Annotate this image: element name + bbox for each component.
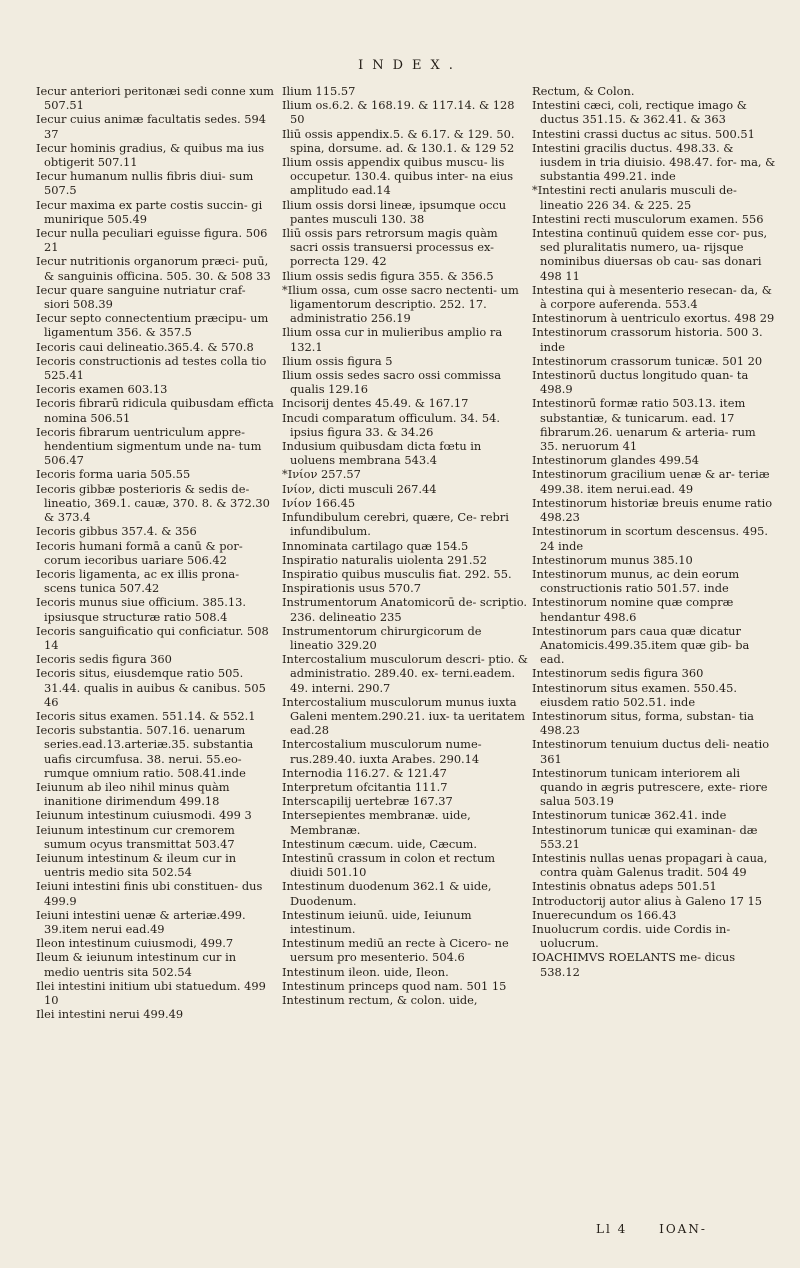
index-entry: Iecoris forma uaria 505.55 [36, 467, 191, 482]
index-entry: Iecur maxima ex parte costis succin- gi munirique 505.49 [36, 197, 263, 226]
index-entry: Intestinorum munus, ac dein eorum constructionis ratio 501.57. inde [532, 566, 740, 596]
index-entry: Ieiunum ab ileo nihil minus quàm inanitione dirimendum 499.18 [36, 779, 230, 809]
index-entry: Ilium ossis dorsi lineæ, ipsumque occu pantes musculi 130. 38 [282, 197, 507, 226]
index-entry: Intestina qui à mesenterio resecan- da, & à corpore auferenda. 553.4 [532, 282, 772, 312]
index-entry: Ileon intestinum cuiusmodi, 499.7 [36, 936, 234, 951]
index-entry: Iecur nulla peculiari eguisse figura. 506 21 [36, 226, 268, 255]
index-entry: Intestinorum nomine quæ compræ hendantur 498.6 [532, 595, 734, 624]
index-entry: Iecur cuius animæ facultatis sedes. 594 37 [36, 112, 266, 141]
index-entry: Intestinum mediū an recte à Cicero- ne uersum pro mesenterio. 504.6 [282, 936, 509, 965]
index-entry: Intestini gracilis ductus. 498.33. & iusdem in tria diuisio. 498.47. for- ma, & substantia 499.21. inde [532, 140, 776, 184]
index-entry: Intercostalium musculorum munus iuxta Galeni mentem.290.21. iux- ta ueritatem ead.28 [282, 694, 525, 738]
index-entry: Intestinorum gracilium uenæ & ar- teriæ 499.38. item nerui.ead. 49 [532, 467, 770, 496]
index-entry: Rectum, & Colon. [532, 84, 635, 98]
index-entry: Iecur anteriori peritonæi sedi conne xum 507.51 [36, 84, 274, 113]
index-entry: Iecoris situs, eiusdemque ratio 505. 31.44. qualis in auibus & canibus. 505 46 [36, 666, 266, 709]
index-entry: Ieiunum intestinum cuiusmodi. 499 3 [36, 808, 252, 823]
index-entry: Ieiuni intestini uenæ & arteriæ.499. 39.item nerui ead.49 [36, 907, 246, 936]
index-entry: Instrumentorum Anatomicorū de- scriptio. 236. delineatio 235 [282, 595, 528, 624]
index-entry: Ilium ossis sedes sacro ossi commissa qualis 129.16 [282, 368, 502, 397]
index-entry: Intestinorum munus 385.10 [532, 552, 693, 567]
index-entry: Iecoris situs examen. 551.14. & 552.1 [36, 708, 256, 723]
index-entry: Instrumentorum chirurgicorum de lineatio 329.20 [282, 623, 482, 652]
index-entry: Intestinum ileon. uide, Ileon. [282, 964, 449, 979]
index-entry: Intercostalium musculorum nume- rus.289.40. iuxta Arabes. 290.14 [282, 737, 482, 766]
index-entry: Intestina continuū quidem esse cor- pus, sed pluralitatis numero, ua- rijsque nominibus diuersas ob cau- sas donari 498 11 [532, 226, 768, 283]
index-entry: Intestinorum situs, forma, substan- tia 498.23 [532, 708, 754, 738]
index-entry: Ilium ossis sedis figura 355. & 356.5 [282, 268, 494, 283]
signature-mark: Ll 4 [596, 1222, 628, 1236]
index-entry: Intestini cæci, coli, rectique imago & ductus 351.15. & 362.41. & 363 [532, 98, 747, 127]
index-column-1 [36, 84, 274, 1021]
index-entry: Intestini crassi ductus ac situs. 500.51 [532, 126, 755, 141]
index-entry: Inspiratio quibus musculis fiat. 292. 55. [282, 566, 512, 581]
index-entry: Inspirationis usus 570.7 [282, 581, 421, 596]
index-entry: Intestinorum pars caua quæ dicatur Anatomicis.499.35.item quæ gib- ba ead. [532, 623, 750, 667]
index-entry: Iecur septo connectentium præcipu- um ligamentum 356. & 357.5 [36, 311, 269, 340]
index-entry: Iecoris ligamenta, ac ex illis prona- scens tunica 507.42 [36, 566, 240, 596]
index-entry: Intestinum duodenum 362.1 & uide, Duodenum. [282, 879, 492, 908]
index-entry: Intestinorum tunicæ 362.41. inde [532, 808, 727, 823]
index-entry: Ilium os.6.2. & 168.19. & 117.14. & 128 50 [282, 98, 515, 127]
index-entry: Ilium ossa cur in mulieribus amplio ra 132.1 [282, 325, 503, 354]
index-entry: Iecoris humani formā a canū & por- corum iecoribus uariare 506.42 [36, 538, 243, 567]
index-entry: Incisorij dentes 45.49. & 167.17 [282, 396, 469, 411]
index-entry: Indusium quibusdam dicta fœtu in uoluens membrana 543.4 [282, 439, 482, 468]
index-entry: Intersepientes membranæ. uide, Membranæ. [282, 808, 471, 837]
index-entry: Iecur nutritionis organorum præci- puū, & sanguinis officina. 505. 30. & 508 33 [36, 254, 271, 283]
index-entry: Interscapilij uertebræ 167.37 [282, 794, 453, 809]
index-entry: Intestinorum sedis figura 360 [532, 666, 704, 681]
index-column-2 [282, 84, 528, 1007]
index-entry: Intestinorū formæ ratio 503.13. item substantiæ, & tunicarum. ead. 17 fibrarum.26. uenarum & arteria- rum 35. neruorum 41 [532, 396, 756, 454]
index-column-3 [532, 84, 776, 979]
index-entry: Ieiunum intestinum & ileum cur in uentris medio sita 502.54 [36, 850, 237, 880]
index-entry: Intestinorum à uentriculo exortus. 498 29 [532, 311, 775, 326]
index-entry: Iecur quare sanguine nutriatur craf- siori 508.39 [36, 282, 246, 312]
index-entry: Intestinorum in scortum descensus. 495. 24 inde [532, 524, 769, 553]
index-entry: Iecoris fibrarū ridicula quibusdam efficta nomina 506.51 [36, 396, 274, 425]
index-entry: Iecoris sanguificatio qui conficiatur. 508 14 [36, 623, 269, 652]
index-entry: Intestinum rectum, & colon. uide, [282, 993, 478, 1007]
index-entry: Iecur hominis gradius, & quibus ma ius obtigerit 507.11 [36, 140, 265, 170]
index-entry: Intestinum princeps quod nam. 501 15 [282, 978, 507, 993]
index-entry: Iecoris gibbus 357.4. & 356 [36, 524, 197, 539]
index-entry: Iecoris examen 603.13 [36, 382, 168, 397]
index-entry: Iliū ossis appendix.5. & 6.17. & 129. 50. spina, dorsume. ad. & 130.1. & 129 52 [282, 126, 515, 155]
index-entry: Iecoris caui delineatio.365.4. & 570.8 [36, 339, 254, 354]
index-entry: Inspiratio naturalis uiolenta 291.52 [282, 552, 487, 567]
index-entry: Intestinorum glandes 499.54 [532, 453, 700, 468]
index-entry: Intestinorum historiæ breuis enume ratio 498.23 [532, 495, 773, 525]
index-entry: *Ινίον 257.57 [282, 467, 361, 482]
index-entry: IOACHIMVS ROELANTS me- dicus 538.12 [532, 950, 736, 979]
page-footer [596, 1222, 733, 1236]
index-entry: Introductorij autor alius à Galeno 17 15 [532, 893, 763, 908]
index-entry: Ινίον 166.45 [282, 495, 356, 510]
index-entry: Ilium ossis figura 5 [282, 353, 393, 368]
index-entry: Intestinorum tenuium ductus deli- neatio 361 [532, 737, 770, 766]
index-entry: Infundibulum cerebri, quære, Ce- rebri infundibulum. [282, 510, 509, 539]
index-entry: Ilium 115.57 [282, 84, 356, 98]
index-entry: Iliū ossis pars retrorsum magis quàm sacri ossis transuersi processus ex- porrecta 129. 42 [282, 226, 498, 269]
index-entry: Intestinorum crassorum tunicæ. 501 20 [532, 353, 763, 368]
index-entry: Iecoris fibrarum uentriculum appre- hendentium sigmentum unde na- tum 506.47 [36, 424, 262, 468]
index-entry: Ilei intestini nerui 499.49 [36, 1007, 184, 1022]
index-entry: Intestinū crassum in colon et rectum diuidi 501.10 [282, 850, 496, 880]
index-entry: Intestini recti musculorum examen. 556 [532, 211, 764, 226]
index-entry: Incudi comparatum officulum. 34. 54. ipsius figura 33. & 34.26 [282, 410, 500, 439]
index-entry: Iecoris sedis figura 360 [36, 652, 172, 667]
index-entry: Innominata cartilago quæ 154.5 [282, 538, 469, 553]
index-entry: Intestinorum crassorum historia. 500 3. inde [532, 325, 763, 354]
index-entry: Ilium ossis appendix quibus muscu- lis occupetur. 130.4. quibus inter- na eius amplitudo ead.14 [282, 155, 514, 198]
index-entry: Interpretum ofcitantia 111.7 [282, 779, 448, 794]
index-entry: Intercostalium musculorum descri- ptio. & administratio. 289.40. ex- terni.eadem. 49. interni. 290.7 [282, 652, 528, 695]
index-entry: Iecoris substantia. 507.16. uenarum series.ead.13.arteriæ.35. substantia uafis circumfusa. 38. nerui. 55.eo- rumque omnium ratio. 508.41.inde [36, 723, 254, 780]
index-entry: Ileum & ieiunum intestinum cur in medio uentris sita 502.54 [36, 950, 237, 979]
index-entry: Intestinorum situs examen. 550.45. eiusdem ratio 502.51. inde [532, 680, 738, 709]
index-entry: Inuolucrum cordis. uide Cordis in- uolucrum. [532, 921, 731, 951]
index-entry: *Intestini recti anularis musculi de- lineatio 226 34. & 225. 25 [532, 183, 737, 212]
index-entry: Internodia 116.27. & 121.47 [282, 765, 447, 780]
index-entry: Ieiuni intestini finis ubi constituen- dus 499.9 [36, 879, 263, 908]
index-entry: Intestinis nullas uenas propagari à caua, contra quàm Galenus tradit. 504 49 [532, 850, 768, 880]
index-entry: Inuerecundum os 166.43 [532, 907, 677, 922]
index-entry: Iecoris constructionis ad testes colla tio 525.41 [36, 353, 267, 383]
index-entry: Intestinorum tunicam interiorem ali quando in ægris putrescere, exte- riore salua 503.19 [532, 765, 768, 809]
index-entry: *Ilium ossa, cum osse sacro nectenti- um ligamentorum descriptio. 252. 17. administratio 256.19 [282, 282, 519, 326]
index-entry: Intestinum cæcum. uide, Cæcum. [282, 836, 477, 851]
index-entry: Iecur humanum nullis fibris diui- sum 507.5 [36, 169, 254, 198]
running-header: INDEX. [358, 58, 462, 73]
index-entry: Iecoris gibbæ posterioris & sedis de- lineatio, 369.1. cauæ, 370. 8. & 372.30 & 373.4 [36, 481, 270, 525]
index-entry: Intestinis obnatus adeps 501.51 [532, 879, 717, 894]
catchword: IOAN- [659, 1222, 707, 1236]
index-entry: Intestinorum tunicæ qui examinan- dæ 553.21 [532, 822, 758, 851]
index-entry: Ilei intestini initium ubi statuedum. 499 10 [36, 978, 266, 1007]
index-entry: Intestinum ieiunū. uide, Ieiunum intestinum. [282, 907, 472, 936]
index-entry: Ινίον, dicti musculi 267.44 [282, 481, 437, 496]
index-entry: Iecoris munus siue officium. 385.13. ipsiusque structuræ ratio 508.4 [36, 595, 246, 624]
index-entry: Intestinorū ductus longitudo quan- ta 498.9 [532, 368, 749, 397]
index-entry: Ieiunum intestinum cur cremorem sumum ocyus transmittat 503.47 [36, 822, 235, 851]
